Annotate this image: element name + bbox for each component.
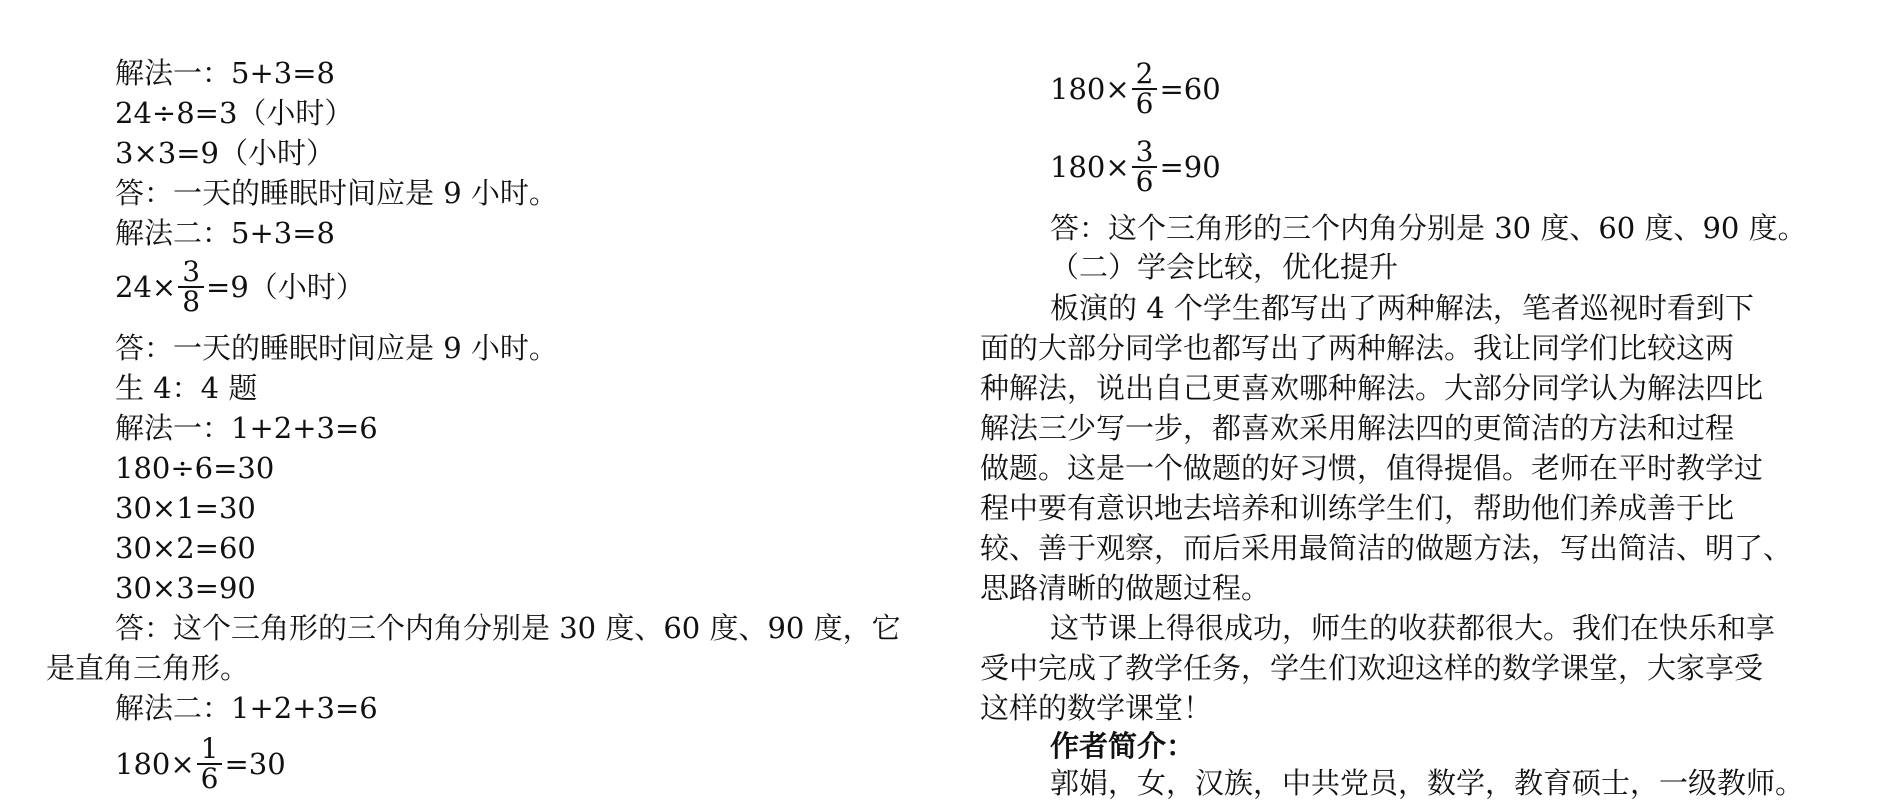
fraction-equation-2 xyxy=(115,732,286,795)
left-line-14: 是直角三角形。 xyxy=(46,651,250,685)
para2-line-3: 这样的数学课堂！ xyxy=(980,691,1213,725)
left-line-5: 解法二：5+3=8 xyxy=(115,216,335,250)
para1-line-2: 面的大部分同学也都写出了两种解法。我让同学们比较这两 xyxy=(980,331,1735,365)
eq1-suffix: =9（小时） xyxy=(206,270,365,304)
para1-line-6: 程中要有意识地去培养和训练学生们，帮助他们养成善于比 xyxy=(980,491,1735,525)
eq3-fraction xyxy=(1132,57,1158,120)
fraction-equation-4 xyxy=(1050,135,1221,198)
eq2-prefix: 180× xyxy=(115,747,195,781)
para1-line-3: 种解法，说出自己更喜欢哪种解法。大部分同学认为解法四比 xyxy=(980,371,1764,405)
eq1-prefix: 24× xyxy=(115,270,177,304)
paragraph-conclusion xyxy=(980,608,1870,728)
para1-line-7: 较、善于观察，而后采用最简洁的做题方法，写出简洁、明了、 xyxy=(980,531,1793,565)
eq3-numerator: 2 xyxy=(1132,60,1158,90)
fraction-equation-1 xyxy=(115,255,365,318)
left-line-7: 生 4：4 题 xyxy=(115,371,258,405)
eq4-denominator: 6 xyxy=(1135,165,1154,198)
left-line-4: 答：一天的睡眠时间应是 9 小时。 xyxy=(115,176,558,210)
para2-line-1: 这节课上得很成功，师生的收获都很大。我们在快乐和享 xyxy=(1050,611,1776,645)
eq3-denominator: 6 xyxy=(1135,87,1154,120)
eq4-suffix: =90 xyxy=(1159,150,1221,184)
para1-line-5: 做题。这是一个做题的好习惯，值得提倡。老师在平时教学过 xyxy=(980,451,1764,485)
eq1-numerator: 3 xyxy=(178,258,204,288)
eq3-prefix: 180× xyxy=(1050,72,1130,106)
left-line-3: 3×3=9（小时） xyxy=(115,136,335,170)
author-heading: 作者简介： xyxy=(1050,729,1196,763)
left-line-6: 答：一天的睡眠时间应是 9 小时。 xyxy=(115,331,558,365)
eq4-numerator: 3 xyxy=(1132,138,1158,168)
eq1-denominator: 8 xyxy=(182,285,201,318)
left-line-13: 答：这个三角形的三个内角分别是 30 度、60 度、90 度，它 xyxy=(115,611,901,645)
left-line-9: 180÷6=30 xyxy=(115,451,275,485)
eq2-numerator: 1 xyxy=(197,735,223,765)
left-line-2: 24÷8=3（小时） xyxy=(115,96,354,130)
left-line-10: 30×1=30 xyxy=(115,491,256,525)
eq4-fraction xyxy=(1132,135,1158,198)
eq4-prefix: 180× xyxy=(1050,150,1130,184)
eq1-fraction xyxy=(178,255,204,318)
left-line-11: 30×2=60 xyxy=(115,531,256,565)
right-answer: 答：这个三角形的三个内角分别是 30 度、60 度、90 度。 xyxy=(1050,211,1807,245)
section-title: （二）学会比较，优化提升 xyxy=(1050,250,1399,284)
eq2-suffix: =30 xyxy=(224,747,286,781)
left-line-12: 30×3=90 xyxy=(115,571,256,605)
author-info: 郭娟，女，汉族，中共党员，数学，教育硕士，一级教师。 xyxy=(1050,766,1805,800)
para1-line-4: 解法三少写一步，都喜欢采用解法四的更简洁的方法和过程 xyxy=(980,411,1735,445)
left-line-15: 解法二：1+2+3=6 xyxy=(115,691,378,725)
left-line-8: 解法一：1+2+3=6 xyxy=(115,411,378,445)
fraction-equation-3 xyxy=(1050,57,1221,120)
para1-line-8: 思路清晰的做题过程。 xyxy=(980,571,1271,605)
eq3-suffix: =60 xyxy=(1159,72,1221,106)
paragraph-comparison xyxy=(980,288,1870,608)
eq2-denominator: 6 xyxy=(200,762,219,795)
left-line-1: 解法一：5+3=8 xyxy=(115,56,335,90)
eq2-fraction xyxy=(197,732,223,795)
para1-line-1: 板演的 4 个学生都写出了两种解法，笔者巡视时看到下 xyxy=(1050,291,1754,325)
para2-line-2: 受中完成了教学任务，学生们欢迎这样的数学课堂，大家享受 xyxy=(980,651,1764,685)
